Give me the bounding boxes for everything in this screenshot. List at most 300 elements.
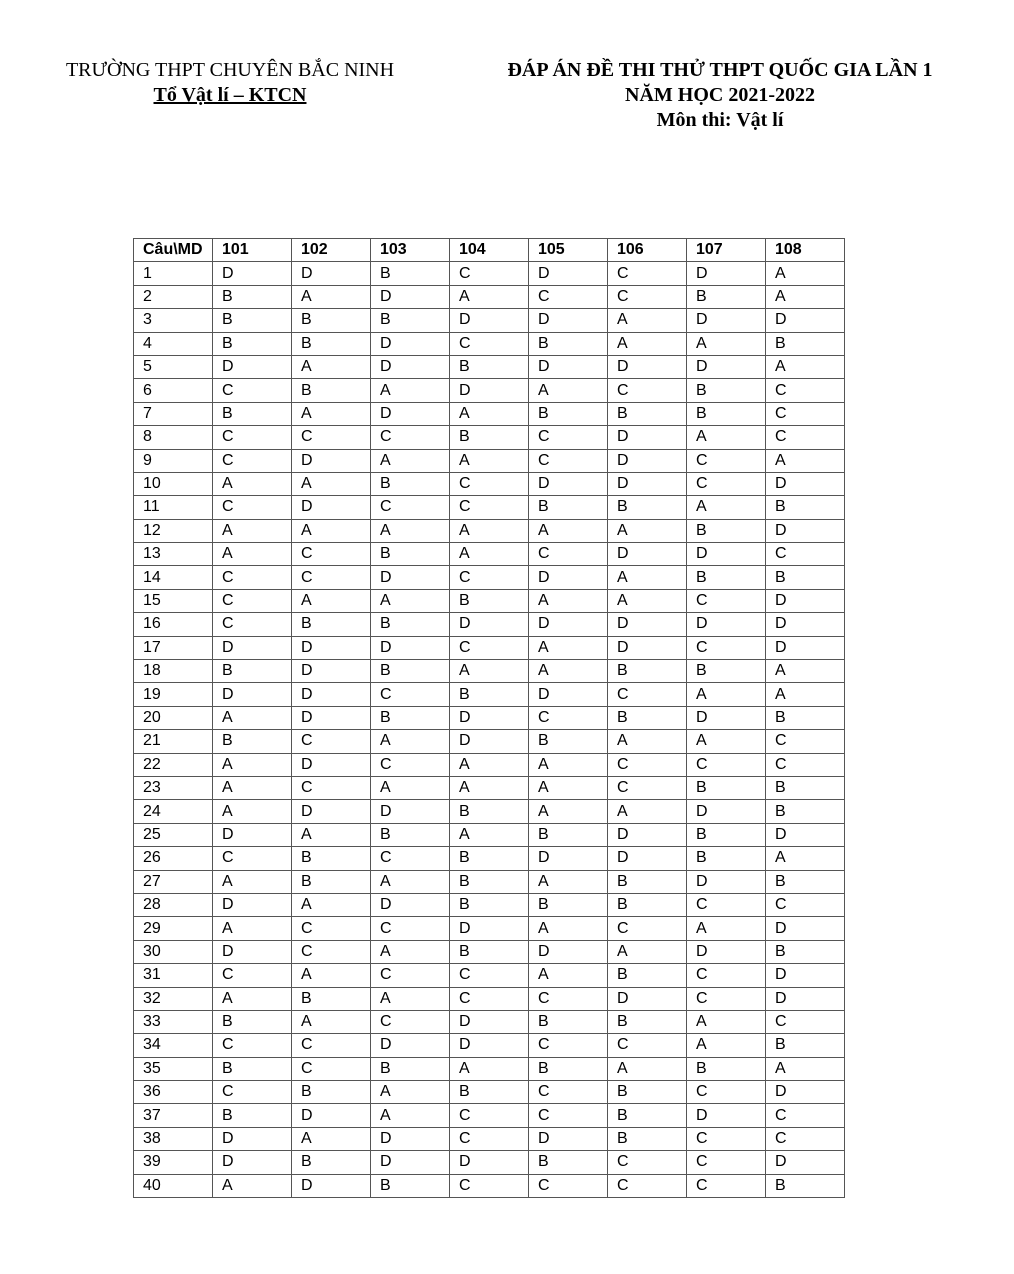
- answer-cell: C: [766, 1010, 845, 1033]
- answer-cell: B: [371, 472, 450, 495]
- answer-cell: A: [766, 683, 845, 706]
- answer-cell: D: [371, 636, 450, 659]
- answer-cell: B: [687, 402, 766, 425]
- answer-cell: B: [450, 683, 529, 706]
- answer-cell: C: [608, 1151, 687, 1174]
- answer-cell: D: [292, 800, 371, 823]
- school-year: NĂM HỌC 2021-2022: [625, 84, 815, 106]
- answer-cell: C: [371, 1010, 450, 1033]
- answer-cell: A: [213, 543, 292, 566]
- answer-cell: B: [687, 379, 766, 402]
- answer-cell: C: [529, 1034, 608, 1057]
- answer-cell: D: [766, 917, 845, 940]
- answer-cell: A: [213, 987, 292, 1010]
- answer-cell: A: [371, 589, 450, 612]
- answer-cell: C: [529, 285, 608, 308]
- answer-cell: D: [766, 1081, 845, 1104]
- subject-line: Môn thi: Vật lí: [656, 109, 784, 131]
- answer-cell: A: [371, 1081, 450, 1104]
- table-row: [134, 426, 845, 449]
- answer-cell: D: [213, 636, 292, 659]
- answer-cell: A: [608, 800, 687, 823]
- answer-cell: B: [608, 964, 687, 987]
- answer-cell: A: [292, 893, 371, 916]
- answer-cell: B: [450, 355, 529, 378]
- answer-cell: B: [608, 1081, 687, 1104]
- answer-cell: B: [529, 823, 608, 846]
- answer-cell: C: [687, 589, 766, 612]
- answer-cell: A: [213, 753, 292, 776]
- question-number-cell: 15: [134, 589, 213, 612]
- answer-cell: B: [292, 379, 371, 402]
- question-number-cell: 21: [134, 730, 213, 753]
- question-number-cell: 36: [134, 1081, 213, 1104]
- answer-cell: C: [450, 1127, 529, 1150]
- answer-cell: C: [608, 379, 687, 402]
- answer-cell: C: [371, 683, 450, 706]
- answer-cell: C: [213, 566, 292, 589]
- table-row: [134, 332, 845, 355]
- answer-cell: A: [687, 917, 766, 940]
- question-number-cell: 40: [134, 1174, 213, 1197]
- table-row: [134, 1057, 845, 1080]
- answer-cell: D: [371, 355, 450, 378]
- answer-cell: D: [529, 847, 608, 870]
- question-number-cell: 1: [134, 262, 213, 285]
- answer-cell: D: [450, 613, 529, 636]
- answer-cell: A: [608, 730, 687, 753]
- answer-cell: B: [529, 1057, 608, 1080]
- question-number-cell: 22: [134, 753, 213, 776]
- answer-cell: A: [213, 917, 292, 940]
- table-row: [134, 1174, 845, 1197]
- answer-cell: A: [608, 519, 687, 542]
- question-number-cell: 24: [134, 800, 213, 823]
- answer-cell: B: [213, 285, 292, 308]
- answer-cell: A: [608, 589, 687, 612]
- answer-cell: D: [766, 472, 845, 495]
- answer-cell: A: [450, 823, 529, 846]
- answer-cell: B: [687, 566, 766, 589]
- question-number-cell: 17: [134, 636, 213, 659]
- answer-cell: D: [292, 449, 371, 472]
- answer-cell: C: [371, 496, 450, 519]
- answer-cell: C: [450, 332, 529, 355]
- answer-cell: A: [213, 706, 292, 729]
- answer-cell: D: [371, 893, 450, 916]
- answer-cell: D: [213, 262, 292, 285]
- answer-cell: C: [213, 613, 292, 636]
- answer-cell: C: [687, 893, 766, 916]
- answer-cell: A: [766, 285, 845, 308]
- answer-cell: B: [687, 519, 766, 542]
- answer-cell: A: [213, 870, 292, 893]
- answer-cell: A: [529, 519, 608, 542]
- answer-cell: D: [608, 543, 687, 566]
- table-row: [134, 613, 845, 636]
- question-number-cell: 10: [134, 472, 213, 495]
- answer-cell: B: [687, 847, 766, 870]
- answer-cell: C: [292, 730, 371, 753]
- answer-cell: D: [292, 636, 371, 659]
- answer-cell: C: [687, 636, 766, 659]
- answer-cell: B: [292, 613, 371, 636]
- answer-cell: C: [450, 1104, 529, 1127]
- answer-cell: D: [450, 730, 529, 753]
- answer-cell: D: [371, 800, 450, 823]
- answer-cell: B: [213, 1010, 292, 1033]
- answer-cell: A: [371, 776, 450, 799]
- table-row: [134, 987, 845, 1010]
- answer-cell: D: [687, 870, 766, 893]
- answer-cell: C: [608, 683, 687, 706]
- answer-cell: D: [608, 847, 687, 870]
- answer-cell: A: [213, 776, 292, 799]
- answer-cell: D: [213, 683, 292, 706]
- answer-cell: D: [687, 800, 766, 823]
- answer-cell: A: [450, 285, 529, 308]
- answer-cell: A: [687, 332, 766, 355]
- answer-cell: A: [213, 800, 292, 823]
- table-row: [134, 964, 845, 987]
- department-name: Tổ Vật lí – KTCN: [153, 84, 307, 106]
- answer-cell: A: [450, 543, 529, 566]
- answer-cell: B: [766, 706, 845, 729]
- answer-cell: A: [529, 660, 608, 683]
- answer-cell: A: [687, 1010, 766, 1033]
- answer-cell: A: [450, 1057, 529, 1080]
- question-number-cell: 27: [134, 870, 213, 893]
- answer-cell: A: [292, 519, 371, 542]
- answer-cell: D: [608, 823, 687, 846]
- answer-cell: C: [371, 917, 450, 940]
- table-row: [134, 940, 845, 963]
- answer-cell: A: [687, 730, 766, 753]
- answer-cell: C: [687, 753, 766, 776]
- answer-cell: A: [687, 496, 766, 519]
- answer-cell: C: [213, 964, 292, 987]
- answer-cell: B: [687, 285, 766, 308]
- answer-cell: D: [529, 683, 608, 706]
- question-number-cell: 34: [134, 1034, 213, 1057]
- answer-cell: B: [371, 613, 450, 636]
- answer-cell: D: [213, 893, 292, 916]
- answer-cell: B: [766, 496, 845, 519]
- table-row: [134, 449, 845, 472]
- table-row: [134, 379, 845, 402]
- answer-cell: C: [371, 964, 450, 987]
- answer-cell: A: [213, 472, 292, 495]
- answer-cell: C: [766, 402, 845, 425]
- answer-cell: C: [529, 706, 608, 729]
- answer-cell: A: [529, 753, 608, 776]
- answer-cell: B: [371, 823, 450, 846]
- answer-cell: C: [608, 1034, 687, 1057]
- column-header-code: 108: [766, 239, 845, 262]
- answer-cell: D: [371, 285, 450, 308]
- answer-cell: A: [450, 776, 529, 799]
- answer-cell: D: [687, 309, 766, 332]
- answer-cell: D: [450, 917, 529, 940]
- answer-cell: D: [450, 1151, 529, 1174]
- answer-cell: C: [687, 1127, 766, 1150]
- answer-cell: D: [766, 519, 845, 542]
- answer-cell: B: [292, 1151, 371, 1174]
- answer-cell: A: [529, 917, 608, 940]
- answer-cell: A: [687, 683, 766, 706]
- answer-cell: C: [766, 893, 845, 916]
- question-number-cell: 23: [134, 776, 213, 799]
- answer-cell: A: [687, 1034, 766, 1057]
- answer-cell: C: [608, 917, 687, 940]
- answer-cell: C: [213, 1081, 292, 1104]
- column-header-code: 101: [213, 239, 292, 262]
- school-name: TRƯỜNG THPT CHUYÊN BẮC NINH: [65, 59, 395, 81]
- answer-cell: C: [450, 496, 529, 519]
- table-row: [134, 1151, 845, 1174]
- answer-cell: A: [371, 730, 450, 753]
- answer-cell: C: [687, 1174, 766, 1197]
- answer-cell: A: [292, 823, 371, 846]
- answer-cell: B: [608, 706, 687, 729]
- table-row: [134, 917, 845, 940]
- answer-cell: D: [292, 1174, 371, 1197]
- answer-cell: D: [371, 1151, 450, 1174]
- answer-cell: D: [292, 683, 371, 706]
- answer-cell: B: [450, 940, 529, 963]
- answer-cell: D: [766, 964, 845, 987]
- column-header-code: 105: [529, 239, 608, 262]
- answer-cell: D: [213, 1127, 292, 1150]
- table-row: [134, 1104, 845, 1127]
- table-row: [134, 893, 845, 916]
- answer-cell: D: [687, 940, 766, 963]
- answer-cell: C: [213, 379, 292, 402]
- answer-cell: B: [608, 660, 687, 683]
- answer-cell: C: [371, 753, 450, 776]
- answer-cell: C: [608, 285, 687, 308]
- answer-cell: A: [292, 285, 371, 308]
- answer-cell: D: [292, 1104, 371, 1127]
- answer-key-table: [133, 238, 845, 1198]
- answer-cell: B: [292, 870, 371, 893]
- answer-cell: A: [292, 472, 371, 495]
- question-number-cell: 2: [134, 285, 213, 308]
- answer-cell: C: [292, 917, 371, 940]
- answer-cell: B: [213, 1057, 292, 1080]
- answer-cell: B: [687, 660, 766, 683]
- answer-cell: C: [213, 847, 292, 870]
- table-row: [134, 847, 845, 870]
- answer-cell: D: [766, 823, 845, 846]
- answer-cell: A: [608, 940, 687, 963]
- answer-cell: D: [529, 262, 608, 285]
- question-number-cell: 3: [134, 309, 213, 332]
- answer-cell: A: [766, 262, 845, 285]
- answer-cell: B: [529, 893, 608, 916]
- answer-cell: D: [608, 613, 687, 636]
- answer-cell: D: [292, 753, 371, 776]
- answer-cell: B: [371, 309, 450, 332]
- answer-cell: D: [529, 940, 608, 963]
- answer-cell: C: [687, 449, 766, 472]
- answer-cell: C: [529, 1081, 608, 1104]
- answer-cell: B: [608, 1010, 687, 1033]
- question-number-cell: 38: [134, 1127, 213, 1150]
- answer-cell: C: [608, 1174, 687, 1197]
- answer-cell: D: [608, 355, 687, 378]
- answer-cell: D: [529, 472, 608, 495]
- answer-cell: B: [371, 1174, 450, 1197]
- answer-cell: B: [450, 1081, 529, 1104]
- table-row: [134, 683, 845, 706]
- answer-cell: A: [450, 449, 529, 472]
- answer-cell: A: [292, 1127, 371, 1150]
- answer-cell: C: [292, 426, 371, 449]
- answer-cell: B: [608, 1127, 687, 1150]
- answer-cell: D: [687, 543, 766, 566]
- answer-cell: C: [213, 1034, 292, 1057]
- answer-cell: B: [292, 847, 371, 870]
- answer-cell: A: [529, 870, 608, 893]
- answer-cell: C: [766, 1127, 845, 1150]
- answer-cell: A: [450, 660, 529, 683]
- answer-cell: B: [608, 496, 687, 519]
- answer-cell: D: [371, 332, 450, 355]
- answer-cell: B: [292, 309, 371, 332]
- answer-cell: C: [608, 776, 687, 799]
- answer-cell: D: [766, 987, 845, 1010]
- answer-cell: B: [766, 1034, 845, 1057]
- answer-cell: C: [213, 589, 292, 612]
- table-row: [134, 823, 845, 846]
- answer-cell: D: [608, 449, 687, 472]
- answer-cell: B: [292, 1081, 371, 1104]
- table-header-row: [134, 239, 845, 262]
- answer-cell: D: [766, 309, 845, 332]
- answer-cell: B: [529, 496, 608, 519]
- answer-cell: B: [608, 402, 687, 425]
- answer-cell: B: [450, 589, 529, 612]
- answer-cell: C: [213, 496, 292, 519]
- answer-cell: D: [450, 706, 529, 729]
- answer-cell: B: [450, 800, 529, 823]
- table-row: [134, 589, 845, 612]
- question-number-cell: 28: [134, 893, 213, 916]
- answer-cell: A: [529, 776, 608, 799]
- table-row: [134, 402, 845, 425]
- answer-cell: D: [529, 1127, 608, 1150]
- table-row: [134, 472, 845, 495]
- question-number-cell: 14: [134, 566, 213, 589]
- answer-cell: B: [371, 660, 450, 683]
- question-number-cell: 20: [134, 706, 213, 729]
- answer-cell: D: [450, 379, 529, 402]
- answer-cell: B: [213, 660, 292, 683]
- answer-cell: A: [529, 964, 608, 987]
- answer-cell: C: [213, 449, 292, 472]
- answer-cell: B: [529, 1010, 608, 1033]
- table-row: [134, 636, 845, 659]
- answer-cell: A: [529, 589, 608, 612]
- answer-cell: D: [687, 355, 766, 378]
- answer-cell: D: [529, 566, 608, 589]
- answer-cell: C: [766, 379, 845, 402]
- answer-cell: C: [687, 472, 766, 495]
- answer-cell: B: [687, 823, 766, 846]
- answer-cell: D: [529, 613, 608, 636]
- answer-cell: D: [292, 496, 371, 519]
- answer-cell: A: [608, 566, 687, 589]
- answer-cell: A: [371, 449, 450, 472]
- question-number-cell: 4: [134, 332, 213, 355]
- answer-cell: D: [371, 1127, 450, 1150]
- table-row: [134, 262, 845, 285]
- table-row: [134, 753, 845, 776]
- answer-cell: A: [213, 1174, 292, 1197]
- answer-cell: C: [450, 964, 529, 987]
- answer-cell: C: [687, 964, 766, 987]
- answer-cell: B: [529, 1151, 608, 1174]
- answer-cell: D: [371, 566, 450, 589]
- answer-cell: B: [766, 870, 845, 893]
- header-right: [470, 58, 970, 133]
- answer-cell: A: [371, 987, 450, 1010]
- table-row: [134, 706, 845, 729]
- answer-cell: B: [213, 309, 292, 332]
- question-number-cell: 33: [134, 1010, 213, 1033]
- answer-cell: A: [608, 309, 687, 332]
- header-left: [40, 58, 420, 108]
- answer-cell: C: [529, 1174, 608, 1197]
- question-number-cell: 9: [134, 449, 213, 472]
- question-number-cell: 39: [134, 1151, 213, 1174]
- table-row: [134, 566, 845, 589]
- answer-cell: C: [450, 987, 529, 1010]
- answer-cell: B: [766, 776, 845, 799]
- question-number-cell: 18: [134, 660, 213, 683]
- question-number-cell: 13: [134, 543, 213, 566]
- answer-cell: B: [450, 426, 529, 449]
- question-number-cell: 11: [134, 496, 213, 519]
- question-number-cell: 8: [134, 426, 213, 449]
- answer-cell: C: [213, 426, 292, 449]
- table-row: [134, 800, 845, 823]
- answer-cell: C: [292, 940, 371, 963]
- table-row: [134, 1081, 845, 1104]
- answer-cell: A: [292, 402, 371, 425]
- answer-cell: C: [687, 1081, 766, 1104]
- answer-cell: B: [766, 940, 845, 963]
- answer-cell: B: [450, 870, 529, 893]
- answer-cell: C: [292, 543, 371, 566]
- column-header-code: 107: [687, 239, 766, 262]
- answer-cell: D: [608, 987, 687, 1010]
- answer-cell: C: [687, 987, 766, 1010]
- answer-cell: C: [529, 987, 608, 1010]
- answer-cell: C: [766, 426, 845, 449]
- table-row: [134, 1127, 845, 1150]
- answer-cell: A: [766, 1057, 845, 1080]
- question-number-cell: 12: [134, 519, 213, 542]
- question-number-cell: 26: [134, 847, 213, 870]
- table-row: [134, 496, 845, 519]
- table-row: [134, 1034, 845, 1057]
- question-number-cell: 29: [134, 917, 213, 940]
- answer-cell: D: [529, 355, 608, 378]
- answer-cell: C: [450, 636, 529, 659]
- answer-cell: A: [529, 636, 608, 659]
